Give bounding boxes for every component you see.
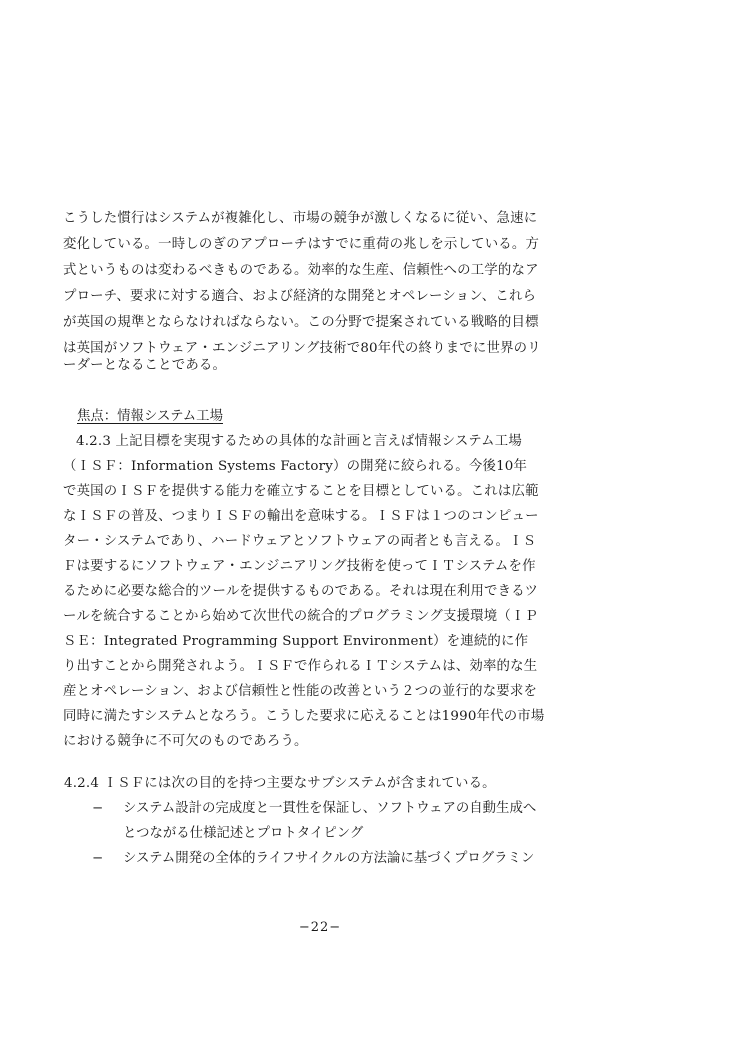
paragraph2-line-2: （ＩＳＦ：Information Systems Factory）の開発に絞られる。今後10年 <box>63 459 528 474</box>
bullet-2-dash: − <box>92 851 104 866</box>
paragraph1-line-7: ーダーとなることである。 <box>63 358 227 373</box>
paragraph1-line-3: 式というものは変わるべきものである。効率的な生産、信頼性への工学的なア <box>63 263 539 278</box>
paragraph1-line-2: 変化している。一時しのぎのアプローチはすでに重荷の兆しを示している。方 <box>63 237 540 252</box>
paragraph2-line-9: ＳＥ：Integrated Programming Support Environment）を連続的に作 <box>63 634 529 649</box>
bullet-2-line-1: システム開発の全体的ライフサイクルの方法論に基づくプログラミン <box>123 851 535 866</box>
bullet-1-line-2: とつながる仕様記述とプロトタイピング <box>123 826 364 841</box>
paragraph2-line-10: り出すことから開発されよう。ＩＳＦで作られるＩＴシステムは、効率的な生 <box>63 659 538 674</box>
paragraph1-line-4: プローチ、要求に対する適合、および経済的な開発とオペレーション、これら <box>63 289 537 304</box>
page-number: −22− <box>298 920 342 935</box>
paragraph1-line-5: が英国の規準とならなければならない。この分野で提案されている戦略的目標 <box>63 315 539 330</box>
paragraph1-line-6: は英国がソフトウェア・エンジニアリング技術で80年代の終りまでに世界のリ <box>63 341 541 356</box>
paragraph2-line-6: Ｆは要するにソフトウェア・エンジニアリング技術を使ってＩＴシステムを作 <box>63 559 536 574</box>
paragraph2-line-5: ター・システムであり、ハードウェアとソフトウェアの両者とも言える。ＩＳ <box>63 534 537 549</box>
paragraph2-line-8: ールを統合することから始めて次世代の統合的プログラミング支援環境（ＩＰ <box>63 609 539 624</box>
paragraph2-line-7: るために必要な総合的ツールを提供するものである。それは現在利用できるツ <box>63 584 539 599</box>
paragraph2-line-13: における競争に不可欠のものであろう。 <box>63 734 308 749</box>
bullet-1-line-1: システム設計の完成度と一貫性を保証し、ソフトウェアの自動生成へ <box>123 801 537 816</box>
bullet-1-dash: − <box>92 801 104 816</box>
paragraph2-line-3: で英国のＩＳＦを提供する能力を確立することを目標としている。これは広範 <box>63 484 539 499</box>
paragraph1-line-1: こうした慣行はシステムが複雑化し、市場の競争が激しくなるに従い、急速に <box>63 211 538 226</box>
paragraph2-line-1: 4.2.3 上記目標を実現するための具体的な計画と言えば情報システム工場 <box>76 434 522 449</box>
paragraph3-intro: 4.2.4 ＩＳＦには次の目的を持つ主要なサブシステムが含まれている。 <box>64 776 496 791</box>
section-heading: 焦点：情報システム工場 <box>77 409 223 424</box>
paragraph2-line-11: 産とオペレーション、および信頼性と性能の改善という２つの並行的な要求を <box>63 684 538 699</box>
paragraph2-line-4: なＩＳＦの普及、つまりＩＳＦの輸出を意味する。ＩＳＦは１つのコンピュー <box>63 509 539 524</box>
paragraph2-line-12: 同時に満たすシステムとなろう。こうした要求に応えることは1990年代の市場 <box>63 709 545 724</box>
